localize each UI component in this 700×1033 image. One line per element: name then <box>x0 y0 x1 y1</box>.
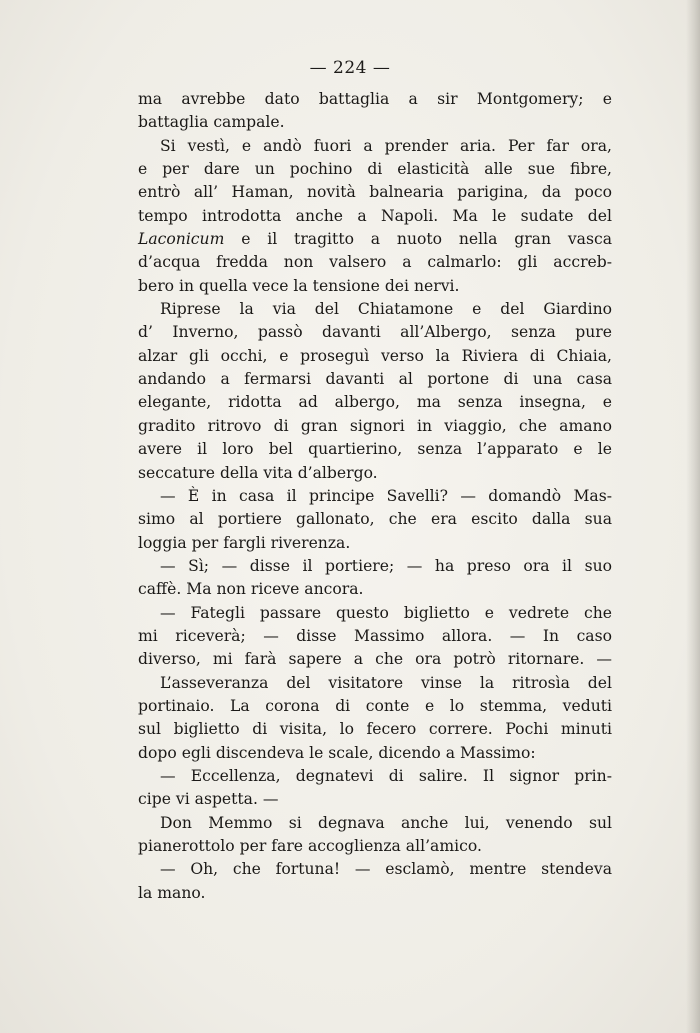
page-number: — 224 — <box>309 58 391 78</box>
text-line: battaglia campale. <box>138 113 285 132</box>
text-line: alzar gli occhi, e proseguì verso la Riviera di Chiaia, <box>138 346 612 365</box>
text-line: — È in casa il principe Savelli? — domandò Mas- <box>160 486 612 505</box>
text-line: Riprese la via del Chiatamone e del Giardino <box>160 300 612 319</box>
italic-term: Laconicum <box>138 230 225 249</box>
page-edge-shadow <box>686 0 700 1033</box>
text-line: caffè. Ma non riceve ancora. <box>138 580 364 599</box>
text-line: L’asseveranza del visitatore vinse la ritrosìa del <box>160 673 612 692</box>
text-line: avere il loro bel quartierino, senza l’apparato e le <box>138 440 612 459</box>
text-line: andando a fermarsi davanti al portone di una casa <box>138 370 612 389</box>
text-line: — Sì; — disse il portiere; — ha preso ora il suo <box>160 556 612 575</box>
text-line: portinaio. La corona di conte e lo stemma, veduti <box>138 696 612 715</box>
text-line: gradito ritrovo di gran signori in viaggio, che amano <box>138 416 612 435</box>
text-line: — Fategli passare questo biglietto e vedrete che <box>160 603 612 622</box>
text-line-rest: e il tragitto a nuoto nella gran vasca <box>224 230 612 249</box>
text-line: elegante, ridotta ad albergo, ma senza insegna, e <box>138 393 612 412</box>
text-line: la mano. <box>138 883 206 902</box>
text-line: d’acqua fredda non valsero a calmarlo: gli accreb- <box>138 253 612 272</box>
text-line <box>138 228 612 251</box>
text-line: seccature della vita d’albergo. <box>138 463 378 482</box>
text-line: bero in quella vece la tensione dei nervi. <box>138 276 460 295</box>
text-line: d’ Inverno, passò davanti all’Albergo, senza pure <box>138 323 612 342</box>
text-line: tempo introdotta anche a Napoli. Ma le sudate del <box>138 206 612 225</box>
text-line: dopo egli discendeva le scale, dicendo a Massimo: <box>138 743 536 762</box>
text-line: mi riceverà; — disse Massimo allora. — In caso <box>138 626 612 645</box>
text-line: cipe vi aspetta. — <box>138 790 279 809</box>
text-line: — Eccellenza, degnatevi di salire. Il signor prin- <box>160 766 612 785</box>
text-line: sul biglietto di visita, lo fecero correre. Pochi minuti <box>138 720 612 739</box>
text-line: — Oh, che fortuna! — esclamò, mentre stendeva <box>160 860 612 879</box>
text-line: Si vestì, e andò fuori a prender aria. Per far ora, <box>160 136 612 155</box>
body-text <box>138 88 612 905</box>
text-line: diverso, mi farà sapere a che ora potrò ritornare. — <box>138 650 612 669</box>
text-line: simo al portiere gallonato, che era escito dalla sua <box>138 510 612 529</box>
text-line: e per dare un pochino di elasticità alle sue fibre, <box>138 160 612 179</box>
text-line: Don Memmo si degnava anche lui, venendo sul <box>160 813 612 832</box>
text-line: loggia per fargli riverenza. <box>138 533 351 552</box>
text-line: pianerottolo per fare accoglienza all’amico. <box>138 837 482 855</box>
text-line: entrò all’ Haman, novità balnearia parigina, da poco <box>138 183 612 202</box>
text-line: ma avrebbe dato battaglia a sir Montgomery; e <box>138 90 612 108</box>
